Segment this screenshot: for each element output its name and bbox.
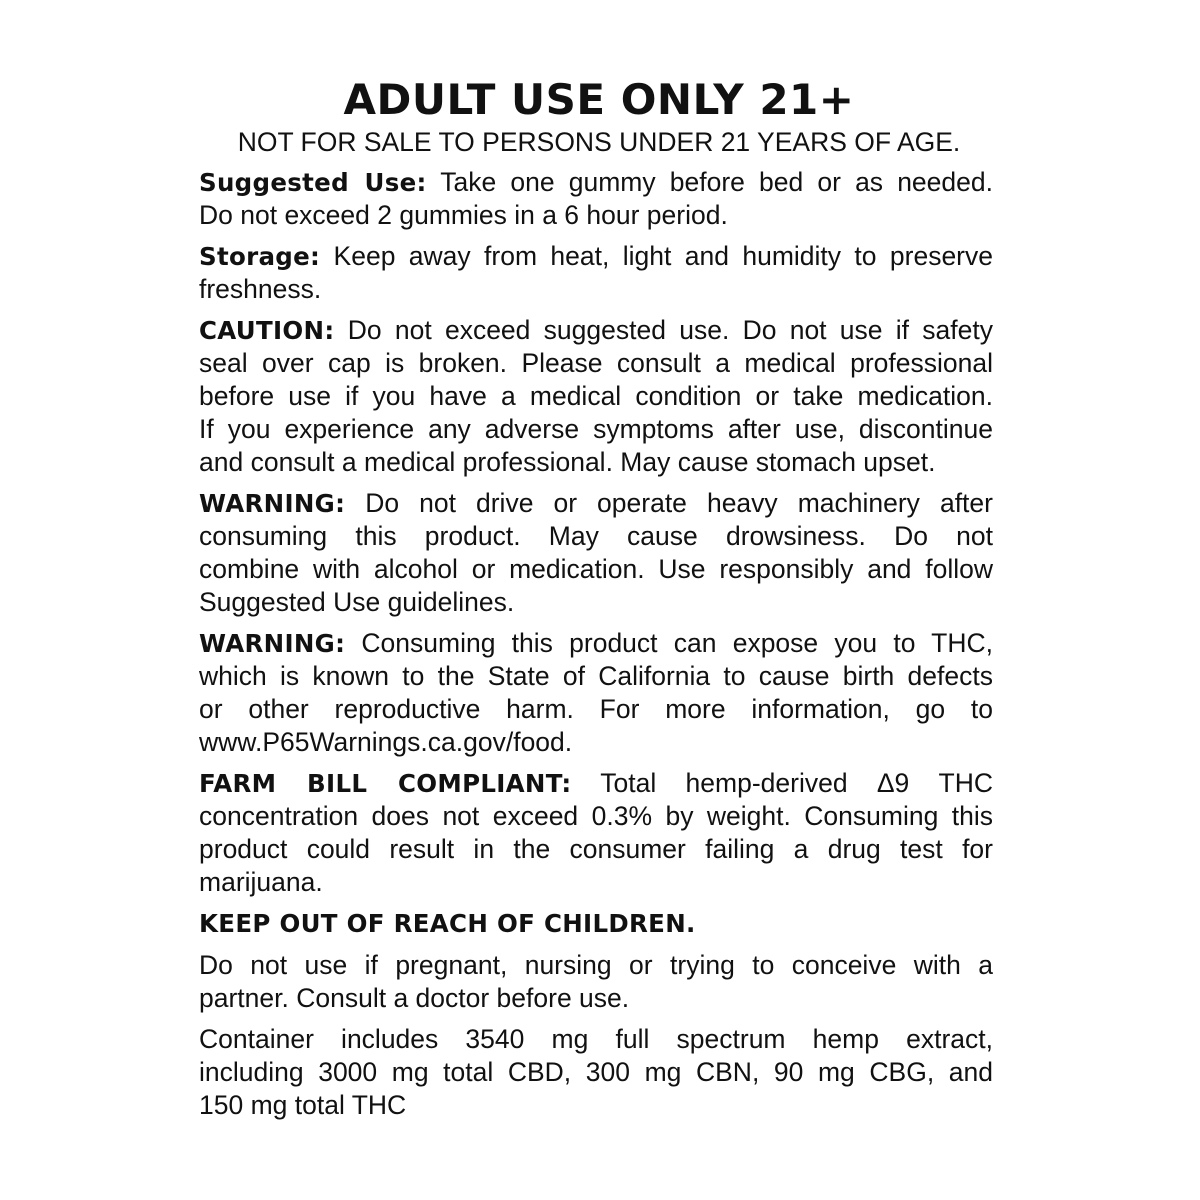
contents-section bbox=[199, 1023, 999, 1122]
storage-text: Keep away from heat, light and humidity to preserve bbox=[320, 241, 993, 271]
contents-line-2: including 3000 mg total CBD, 300 mg CBN, 90 mg CBG, and bbox=[199, 1057, 993, 1087]
caution-line-5: and consult a medical professional. May cause stomach upset. bbox=[199, 447, 936, 477]
warning-prop65-text: Consuming this product can expose you to THC, bbox=[345, 628, 993, 658]
keep-out-of-reach-heading: KEEP OUT OF REACH OF CHILDREN. bbox=[199, 909, 696, 938]
warning-drowsiness-text: Do not drive or operate heavy machinery after bbox=[345, 488, 993, 518]
farm-bill-line-1 bbox=[199, 767, 993, 800]
farm-bill-text: Total hemp-derived Δ9 THC bbox=[571, 768, 993, 798]
suggested-use-line-1 bbox=[199, 166, 993, 199]
farm-bill-line-3: product could result in the consumer failing a drug test for bbox=[199, 834, 993, 864]
warning-prop65-line-2: which is known to the State of California to cause birth defects bbox=[199, 661, 993, 691]
warning-drowsiness-line-3: combine with alcohol or medication. Use responsibly and follow bbox=[199, 554, 993, 584]
farm-bill-label: FARM BILL COMPLIANT: bbox=[199, 769, 572, 798]
caution-line-2: seal over cap is broken. Please consult a medical professional bbox=[199, 348, 993, 378]
warning-drowsiness-line-4: Suggested Use guidelines. bbox=[199, 587, 515, 617]
warning-drowsiness-line-2: consuming this product. May cause drowsiness. Do not bbox=[199, 521, 993, 551]
storage-section bbox=[199, 240, 999, 306]
caution-line-4: If you experience any adverse symptoms after use, discontinue bbox=[199, 414, 993, 444]
pregnancy-line-2: partner. Consult a doctor before use. bbox=[199, 983, 630, 1013]
pregnancy-section bbox=[199, 949, 999, 1015]
caution-line-3: before use if you have a medical condition or take medication. bbox=[199, 381, 993, 411]
suggested-use-text: Take one gummy before bed or as needed. bbox=[426, 167, 993, 197]
caution-label: CAUTION: bbox=[199, 316, 335, 345]
warning-prop65-line-3: or other reproductive harm. For more information, go to bbox=[199, 694, 993, 724]
warning-drowsiness-section bbox=[199, 487, 999, 619]
pregnancy-line-1: Do not use if pregnant, nursing or trying to conceive with a bbox=[199, 950, 993, 980]
storage-line-2: freshness. bbox=[199, 274, 322, 304]
suggested-use-section bbox=[199, 166, 999, 232]
product-warning-label bbox=[199, 76, 999, 1122]
farm-bill-line-4: marijuana. bbox=[199, 867, 323, 897]
age-restriction-title: ADULT USE ONLY 21+ bbox=[343, 75, 855, 124]
caution-line-1 bbox=[199, 314, 993, 347]
contents-line-3: 150 mg total THC bbox=[199, 1090, 407, 1120]
warning-prop65-section bbox=[199, 627, 999, 759]
contents-line-1: Container includes 3540 mg full spectrum hemp extract, bbox=[199, 1024, 993, 1054]
suggested-use-line-2: Do not exceed 2 gummies in a 6 hour period. bbox=[199, 200, 728, 230]
caution-section bbox=[199, 314, 999, 479]
warning-drowsiness-label: WARNING: bbox=[199, 489, 346, 518]
farm-bill-section bbox=[199, 767, 999, 899]
age-restriction-subtitle: NOT FOR SALE TO PERSONS UNDER 21 YEARS OF AGE. bbox=[237, 127, 961, 157]
warning-prop65-line-4: www.P65Warnings.ca.gov/food. bbox=[199, 727, 573, 757]
storage-line-1 bbox=[199, 240, 993, 273]
storage-label: Storage: bbox=[199, 242, 321, 271]
farm-bill-line-2: concentration does not exceed 0.3% by weight. Consuming this bbox=[199, 801, 993, 831]
warning-drowsiness-line-1 bbox=[199, 487, 993, 520]
suggested-use-label: Suggested Use: bbox=[199, 168, 427, 197]
warning-prop65-line-1 bbox=[199, 627, 993, 660]
warning-prop65-label: WARNING: bbox=[199, 629, 346, 658]
caution-text: Do not exceed suggested use. Do not use if safety bbox=[334, 315, 993, 345]
